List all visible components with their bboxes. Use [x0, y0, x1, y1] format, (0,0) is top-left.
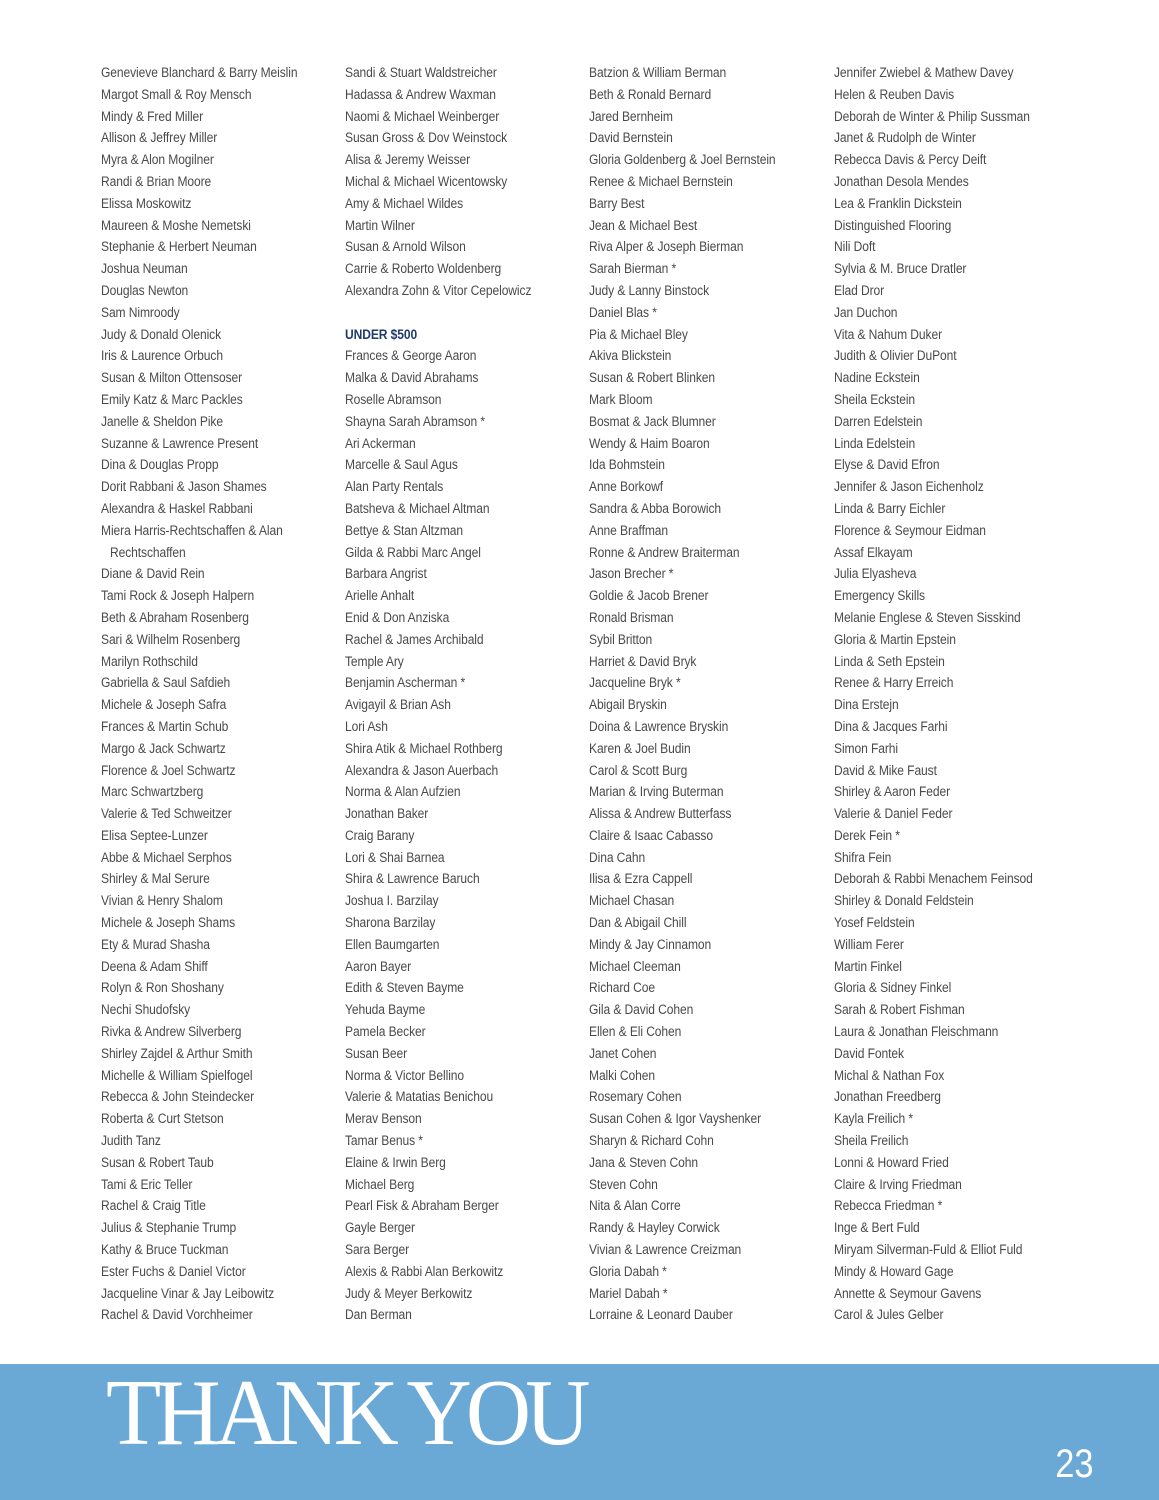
donor-name: Alexis & Rabbi Alan Berkowitz: [345, 1263, 504, 1279]
donor-name: Shira & Lawrence Baruch: [345, 871, 480, 887]
donor-name: David & Mike Faust: [834, 762, 937, 778]
donor-name: Renee & Michael Bernstein: [589, 173, 733, 189]
donor-name: Barbara Angrist: [345, 566, 427, 582]
donor-name: Gilda & Rabbi Marc Angel: [345, 544, 481, 560]
donor-name: Edith & Steven Bayme: [345, 980, 464, 996]
donor-name: Marc Schwartzberg: [101, 784, 204, 800]
donor-name: Michael Cleeman: [589, 958, 681, 974]
donor-name: Gloria Dabah *: [589, 1263, 667, 1279]
donor-name: Suzanne & Lawrence Present: [101, 435, 259, 451]
donor-name: Nechi Shudofsky: [101, 1002, 191, 1018]
donor-name: Marian & Irving Buterman: [589, 784, 724, 800]
donor-name: Abbe & Michael Serphos: [101, 849, 232, 865]
donor-name: Michal & Nathan Fox: [834, 1067, 945, 1083]
donor-name: Sheila Freilich: [834, 1133, 909, 1149]
donor-name: Jared Bernheim: [589, 108, 673, 124]
donor-name: Susan & Robert Taub: [101, 1154, 214, 1170]
donor-name: Sarah Bierman *: [589, 261, 677, 277]
donor-name: Elissa Moskowitz: [101, 195, 192, 211]
donor-name: Avigayil & Brian Ash: [345, 697, 451, 713]
donor-name: Anne Braffman: [589, 522, 669, 538]
donor-name: Judy & Meyer Berkowitz: [345, 1285, 473, 1301]
donor-name: Judy & Lanny Binstock: [589, 282, 710, 298]
donor-name: Judy & Donald Olenick: [101, 326, 222, 342]
donor-name: Yosef Feldstein: [834, 915, 915, 931]
donor-name: Randy & Hayley Corwick: [589, 1220, 720, 1236]
donor-name: Sari & Wilhelm Rosenberg: [101, 631, 241, 647]
donor-name: Beth & Abraham Rosenberg: [101, 609, 249, 625]
donor-name: Michal & Michael Wicentowsky: [345, 173, 508, 189]
donor-name: Lorraine & Leonard Dauber: [589, 1307, 733, 1323]
donor-name: Gloria & Sidney Finkel: [834, 980, 952, 996]
donor-name: David Fontek: [834, 1045, 904, 1061]
donor-name: Arielle Anhalt: [345, 588, 415, 604]
donor-name: Annette & Seymour Gavens: [834, 1285, 982, 1301]
donor-name: Pearl Fisk & Abraham Berger: [345, 1198, 499, 1214]
donor-name: Bettye & Stan Altzman: [345, 522, 464, 538]
donor-name: Valerie & Matatias Benichou: [345, 1089, 494, 1105]
donor-name: Carrie & Roberto Woldenberg: [345, 261, 502, 277]
donor-name: Hadassa & Andrew Waxman: [345, 86, 496, 102]
donor-name: Elyse & David Efron: [834, 457, 940, 473]
donor-name: Vivian & Lawrence Creizman: [589, 1242, 742, 1258]
donor-name: Michael Berg: [345, 1176, 415, 1192]
donor-name: Judith Tanz: [101, 1133, 161, 1149]
donor-name: Dina & Jacques Farhi: [834, 718, 948, 734]
donor-name: Susan & Milton Ottensoser: [101, 370, 243, 386]
donor-name: Lori Ash: [345, 718, 388, 734]
donor-name: Jennifer Zwiebel & Mathew Davey: [834, 65, 1014, 80]
donor-name: Rolyn & Ron Shoshany: [101, 980, 224, 996]
donor-name: Temple Ary: [345, 653, 404, 669]
donor-name: Sharona Barzilay: [345, 915, 436, 931]
donor-name: Martin Finkel: [834, 958, 902, 974]
donor-name: Carol & Scott Burg: [589, 762, 688, 778]
donor-name: Jonathan Desola Mendes: [834, 173, 969, 189]
donor-name: Ilisa & Ezra Cappell: [589, 871, 693, 887]
donor-name: Harriet & David Bryk: [589, 653, 697, 669]
donor-name: Alexandra Zohn & Vitor Cepelowicz: [345, 282, 532, 298]
donor-name: Merav Benson: [345, 1111, 422, 1127]
donor-name: Gabriella & Saul Safdieh: [101, 675, 231, 691]
donor-name: Jacqueline Bryk *: [589, 675, 681, 691]
donor-name: Susan Cohen & Igor Vayshenker: [589, 1111, 762, 1127]
donor-name: Susan & Robert Blinken: [589, 370, 715, 386]
donor-name: Susan Beer: [345, 1045, 408, 1061]
donor-name: Shirley & Donald Feldstein: [834, 893, 974, 909]
donor-name: Maureen & Moshe Nemetski: [101, 217, 251, 233]
donor-name: David Bernstein: [589, 130, 673, 146]
donor-name: Michele & Joseph Safra: [101, 697, 227, 713]
donor-name: Aaron Bayer: [345, 958, 412, 974]
donor-name: Emergency Skills: [834, 588, 925, 604]
donor-name: Ari Ackerman: [345, 435, 416, 451]
donor-name: Laura & Jonathan Fleischmann: [834, 1024, 999, 1040]
donor-name: Gayle Berger: [345, 1220, 415, 1236]
donor-name: Roberta & Curt Stetson: [101, 1111, 224, 1127]
donor-name: Elad Dror: [834, 282, 885, 298]
donor-name: Julius & Stephanie Trump: [101, 1220, 237, 1236]
donor-name: Miryam Silverman-Fuld & Elliot Fuld: [834, 1242, 1023, 1258]
donor-name: Susan Gross & Dov Weinstock: [345, 130, 508, 146]
donor-name: Julia Elyasheva: [834, 566, 917, 582]
donor-name: Doina & Lawrence Bryskin: [589, 718, 729, 734]
donor-name: Emily Katz & Marc Packles: [101, 391, 243, 407]
donor-name: Ellen & Eli Cohen: [589, 1024, 682, 1040]
donor-name: Dorit Rabbani & Jason Shames: [101, 479, 267, 495]
donor-name: Nadine Eckstein: [834, 370, 920, 386]
donor-name: Gloria Goldenberg & Joel Bernstein: [589, 152, 776, 168]
donor-name: Marcelle & Saul Agus: [345, 457, 458, 473]
donor-name: Sheila Eckstein: [834, 391, 916, 407]
donor-name: Martin Wilner: [345, 217, 415, 233]
donor-name: Assaf Elkayam: [834, 544, 913, 560]
donor-name: Tami & Eric Teller: [101, 1176, 193, 1192]
donor-name: Susan & Arnold Wilson: [345, 239, 466, 255]
donor-name: Michele & Joseph Shams: [101, 915, 236, 931]
donor-name: Jan Duchon: [834, 304, 898, 320]
donor-name: Enid & Don Anziska: [345, 609, 450, 625]
donor-name: Lonni & Howard Fried: [834, 1154, 949, 1170]
donor-name: Rachel & Craig Title: [101, 1198, 206, 1214]
donor-name: Linda & Seth Epstein: [834, 653, 945, 669]
donor-name: Helen & Reuben Davis: [834, 86, 955, 102]
donor-name: Ety & Murad Shasha: [101, 936, 210, 952]
donor-name: Alisa & Jeremy Weisser: [345, 152, 471, 168]
donor-name: Craig Barany: [345, 827, 415, 843]
donor-name: Joshua Neuman: [101, 261, 188, 277]
donor-name: Sybil Britton: [589, 631, 653, 647]
donor-name: Deborah de Winter & Philip Sussman: [834, 108, 1030, 124]
donor-name: Lori & Shai Barnea: [345, 849, 445, 865]
donor-name: Sharyn & Richard Cohn: [589, 1133, 714, 1149]
donor-name: Claire & Irving Friedman: [834, 1176, 962, 1192]
donor-column-3: [589, 62, 801, 1326]
donor-name: Nili Doft: [834, 239, 876, 255]
donor-name: Nita & Alan Corre: [589, 1198, 681, 1214]
donor-name: Ronne & Andrew Braiterman: [589, 544, 740, 560]
donor-name: Sarah & Robert Fishman: [834, 1002, 965, 1018]
donor-name: Claire & Isaac Cabasso: [589, 827, 713, 843]
donor-name: Steven Cohn: [589, 1176, 658, 1192]
donor-name: Norma & Victor Bellino: [345, 1067, 465, 1083]
donor-name: Joshua I. Barzilay: [345, 893, 439, 909]
donor-name: Tamar Benus *: [345, 1133, 423, 1149]
donor-name: Iris & Laurence Orbuch: [101, 348, 223, 364]
donor-name: Ellen Baumgarten: [345, 936, 440, 952]
donor-name: Derek Fein *: [834, 827, 900, 843]
donor-name: Distinguished Flooring: [834, 217, 952, 233]
donor-name: Florence & Joel Schwartz: [101, 762, 236, 778]
donor-name: Janet & Rudolph de Winter: [834, 130, 976, 146]
donor-name: Kathy & Bruce Tuckman: [101, 1242, 229, 1258]
donor-name: Mindy & Jay Cinnamon: [589, 936, 712, 952]
donor-name: Mark Bloom: [589, 391, 653, 407]
donor-name: Marilyn Rothschild: [101, 653, 198, 669]
donor-name: Norma & Alan Aufzien: [345, 784, 461, 800]
donor-name: Valerie & Ted Schweitzer: [101, 806, 232, 822]
donor-name: Michael Chasan: [589, 893, 675, 909]
donor-name: Rosemary Cohen: [589, 1089, 682, 1105]
donor-name: Karen & Joel Budin: [589, 740, 691, 756]
donor-name: Janet Cohen: [589, 1045, 657, 1061]
page-number: 23: [1054, 1442, 1093, 1486]
donor-name: Malki Cohen: [589, 1067, 655, 1083]
donor-name: Dan Berman: [345, 1307, 412, 1323]
donor-name: Dina Erstejn: [834, 697, 899, 713]
donor-name: Randi & Brian Moore: [101, 173, 212, 189]
donor-name: Dina & Douglas Propp: [101, 457, 219, 473]
donor-name: Mindy & Fred Miller: [101, 108, 204, 124]
donor-name: Janelle & Sheldon Pike: [101, 413, 223, 429]
donor-name: Rachel & David Vorchheimer: [101, 1307, 253, 1323]
donor-name: Richard Coe: [589, 980, 655, 996]
donor-name: Rebecca & John Steindecker: [101, 1089, 255, 1105]
donor-name: Ester Fuchs & Daniel Victor: [101, 1263, 246, 1279]
donor-name: Alexandra & Haskel Rabbani: [101, 500, 253, 516]
donor-name: Simon Farhi: [834, 740, 898, 756]
donor-name: Douglas Newton: [101, 282, 189, 298]
thank-you-title: THANK YOU: [106, 1361, 585, 1465]
donor-name: Amy & Michael Wildes: [345, 195, 464, 211]
donor-name: Renee & Harry Erreich: [834, 675, 954, 691]
donor-name: Linda & Barry Eichler: [834, 500, 946, 516]
donor-name: Elisa Septee-Lunzer: [101, 827, 208, 843]
donor-name: Myra & Alon Mogilner: [101, 152, 214, 168]
donor-name: Sam Nimroody: [101, 304, 180, 320]
donor-name: Darren Edelstein: [834, 413, 923, 429]
donor-name: Bosmat & Jack Blumner: [589, 413, 716, 429]
donor-name: Jonathan Freedberg: [834, 1089, 941, 1105]
donor-name: Sandra & Abba Borowich: [589, 500, 722, 516]
donor-name: Jason Brecher *: [589, 566, 674, 582]
donor-name: Frances & George Aaron: [345, 348, 477, 364]
donor-column-1: [101, 62, 313, 1326]
donor-name: Stephanie & Herbert Neuman: [101, 239, 257, 255]
donor-name: Lea & Franklin Dickstein: [834, 195, 962, 211]
donor-name: Michelle & William Spielfogel: [101, 1067, 253, 1083]
donor-name: Florence & Seymour Eidman: [834, 522, 986, 538]
donor-name: Tami Rock & Joseph Halpern: [101, 588, 255, 604]
donor-name: Riva Alper & Joseph Bierman: [589, 239, 744, 255]
donor-name: Diane & David Rein: [101, 566, 205, 582]
donor-name: William Ferer: [834, 936, 904, 952]
donor-name: Pamela Becker: [345, 1024, 426, 1040]
donor-name: Alexandra & Jason Auerbach: [345, 762, 499, 778]
donor-name: Judith & Olivier DuPont: [834, 348, 957, 364]
donor-name: Barry Best: [589, 195, 645, 211]
donor-name: Wendy & Haim Boaron: [589, 435, 710, 451]
donor-name: Rivka & Andrew Silverberg: [101, 1024, 242, 1040]
donor-name: Shirley & Mal Serure: [101, 871, 210, 887]
donor-name: Daniel Blas *: [589, 304, 657, 320]
donor-name: Jana & Steven Cohn: [589, 1154, 698, 1170]
donor-name: Vivian & Henry Shalom: [101, 893, 223, 909]
donor-name: Malka & David Abrahams: [345, 370, 479, 386]
donor-column-2: [345, 62, 557, 1326]
donor-name: Jonathan Baker: [345, 806, 429, 822]
donor-name: Dina Cahn: [589, 849, 646, 865]
donor-name: Elaine & Irwin Berg: [345, 1154, 446, 1170]
donor-name: Kayla Freilich *: [834, 1111, 913, 1127]
donor-name: Ronald Brisman: [589, 609, 674, 625]
donor-name: Rachel & James Archibald: [345, 631, 484, 647]
donor-name: Anne Borkowf: [589, 479, 663, 495]
donor-name: Deborah & Rabbi Menachem Feinsod: [834, 871, 1033, 887]
donor-name: Naomi & Michael Weinberger: [345, 108, 500, 124]
donor-name: Carol & Jules Gelber: [834, 1307, 944, 1323]
donor-name: Valerie & Daniel Feder: [834, 806, 953, 822]
donor-name: Miera Harris-Rechtschaffen & Alan Rechtschaffen: [101, 522, 283, 560]
donor-name: Jacqueline Vinar & Jay Leibowitz: [101, 1285, 275, 1301]
donor-name: Batsheva & Michael Altman: [345, 500, 490, 516]
donor-name: Rebecca Davis & Percy Deift: [834, 152, 987, 168]
donor-name: Akiva Blickstein: [589, 348, 672, 364]
donor-name: Deena & Adam Shiff: [101, 958, 208, 974]
donor-name: Shira Atik & Michael Rothberg: [345, 740, 503, 756]
donor-name: Allison & Jeffrey Miller: [101, 130, 218, 146]
donor-name: Vita & Nahum Duker: [834, 326, 943, 342]
donor-name: Margot Small & Roy Mensch: [101, 86, 252, 102]
donor-name: Sara Berger: [345, 1242, 409, 1258]
donor-name: Margo & Jack Schwartz: [101, 740, 226, 756]
donor-name: Gloria & Martin Epstein: [834, 631, 956, 647]
donor-name: Dan & Abigail Chill: [589, 915, 687, 931]
donor-name: Ida Bohmstein: [589, 457, 665, 473]
donor-name: Abigail Bryskin: [589, 697, 667, 713]
donor-name: Pia & Michael Bley: [589, 326, 688, 342]
donor-name: Shayna Sarah Abramson *: [345, 413, 485, 429]
donor-name: Jean & Michael Best: [589, 217, 698, 233]
donor-name: Shirley & Aaron Feder: [834, 784, 951, 800]
donor-name: Beth & Ronald Bernard: [589, 86, 712, 102]
section-heading: UNDER $500: [345, 326, 418, 342]
donor-name: Yehuda Bayme: [345, 1002, 426, 1018]
donor-name: Rebecca Friedman *: [834, 1198, 943, 1214]
donor-name: Alissa & Andrew Butterfass: [589, 806, 732, 822]
donor-name: Frances & Martin Schub: [101, 718, 229, 734]
donor-name: Batzion & William Berman: [589, 65, 727, 80]
donor-name: Mariel Dabah *: [589, 1285, 668, 1301]
donor-name: Benjamin Ascherman *: [345, 675, 466, 691]
donor-name: Roselle Abramson: [345, 391, 442, 407]
donor-name: Alan Party Rentals: [345, 479, 444, 495]
donor-name: Shirley Zajdel & Arthur Smith: [101, 1045, 253, 1061]
donor-name: Linda Edelstein: [834, 435, 916, 451]
donor-name: Genevieve Blanchard & Barry Meislin: [101, 65, 298, 80]
donor-name: Melanie Englese & Steven Sisskind: [834, 609, 1021, 625]
donor-name: Sandi & Stuart Waldstreicher: [345, 65, 497, 80]
donor-name: Mindy & Howard Gage: [834, 1263, 954, 1279]
donor-name: Shifra Fein: [834, 849, 892, 865]
donor-column-4: [834, 62, 1046, 1326]
donor-name: Goldie & Jacob Brener: [589, 588, 709, 604]
donor-name: Inge & Bert Fuld: [834, 1220, 920, 1236]
donor-name: Jennifer & Jason Eichenholz: [834, 479, 984, 495]
donor-name: Sylvia & M. Bruce Dratler: [834, 261, 967, 277]
donor-name: Gila & David Cohen: [589, 1002, 694, 1018]
